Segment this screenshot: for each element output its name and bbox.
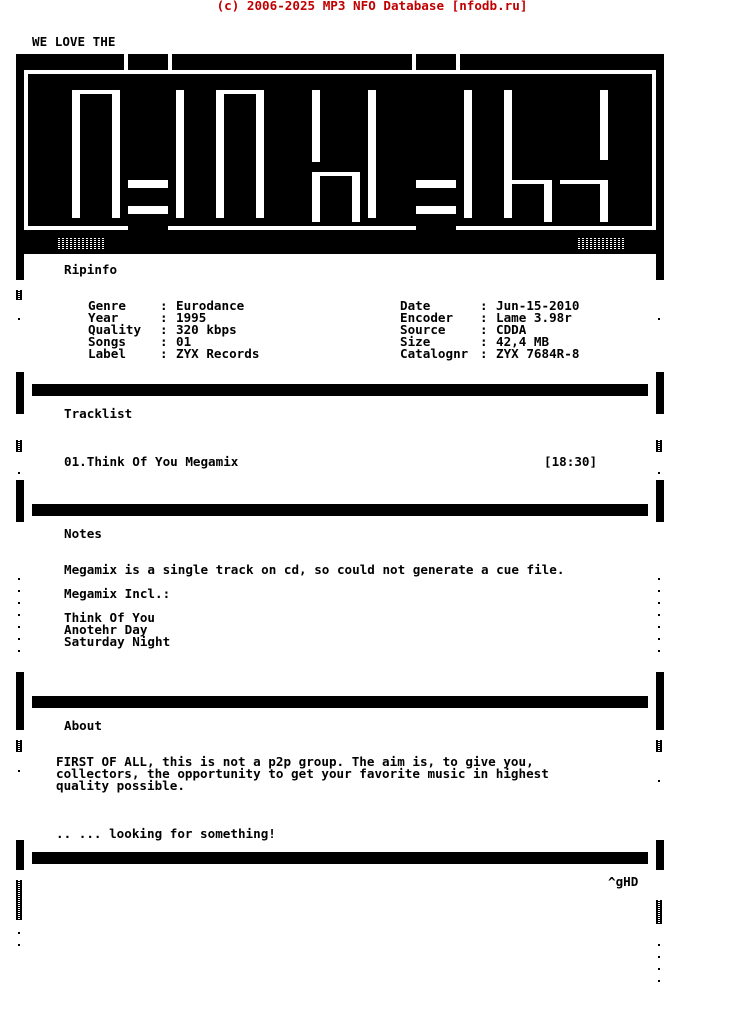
track-time: [18:30] xyxy=(544,454,598,469)
about-para-line: collectors, the opportunity to get your favorite music in highest xyxy=(56,766,549,781)
ripinfo-val-encoder: Lame 3.98r xyxy=(496,310,572,325)
ripinfo-colons-right: : : : : : xyxy=(480,298,488,361)
ripinfo-colons-left: : : : : : xyxy=(160,298,168,361)
ripinfo-key-catalognr: Catalognr xyxy=(400,346,469,361)
notes-item: Anotehr Day xyxy=(64,622,148,637)
ripinfo-key-label: Label xyxy=(88,346,126,361)
ripinfo-val-songs: 01 xyxy=(176,334,192,349)
ripinfo-val-quality: 320 kbps xyxy=(176,322,237,337)
tracklist-title: Tracklist xyxy=(64,406,133,421)
tagline: WE LOVE THE xyxy=(32,34,116,49)
notes-item: Think Of You xyxy=(64,610,155,625)
about-title: About xyxy=(64,718,102,733)
notes-line2: Megamix Incl.: xyxy=(64,586,171,601)
ripinfo-key-genre: Genre xyxy=(88,298,126,313)
track-name: 01.Think Of You Megamix xyxy=(64,454,239,469)
notes-line1: Megamix is a single track on cd, so could not generate a cue file. xyxy=(64,562,565,577)
ripinfo-key-date: Date xyxy=(400,298,431,313)
ripinfo-val-catalognr: ZYX 7684R-8 xyxy=(496,346,580,361)
ripinfo-val-label: ZYX Records xyxy=(176,346,260,361)
ripinfo-val-source: CDDA xyxy=(496,322,527,337)
about-para-line: FIRST OF ALL, this is not a p2p group. The aim is, to give you, xyxy=(56,754,534,769)
ripinfo-key-year: Year xyxy=(88,310,119,325)
ripinfo-key-songs: Songs xyxy=(88,334,126,349)
ripinfo-key-source: Source xyxy=(400,322,446,337)
notes-title: Notes xyxy=(64,526,102,541)
ripinfo-key-quality: Quality xyxy=(88,322,142,337)
ripinfo-key-encoder: Encoder xyxy=(400,310,454,325)
ripinfo-title: Ripinfo xyxy=(64,262,118,277)
ripinfo-val-year: 1995 xyxy=(176,310,207,325)
copyright-banner: (c) 2006-2025 MP3 NFO Database [nfodb.ru] xyxy=(216,0,528,13)
about-para-line: quality possible. xyxy=(56,778,185,793)
ripinfo-key-size: Size xyxy=(400,334,431,349)
signature: ^gHD xyxy=(608,874,639,889)
notes-item: Saturday Night xyxy=(64,634,171,649)
ripinfo-val-genre: Eurodance xyxy=(176,298,245,313)
ripinfo-val-size: 42,4 MB xyxy=(496,334,550,349)
about-closing: .. ... looking for something! xyxy=(56,826,276,841)
ripinfo-val-date: Jun-15-2010 xyxy=(496,298,580,313)
